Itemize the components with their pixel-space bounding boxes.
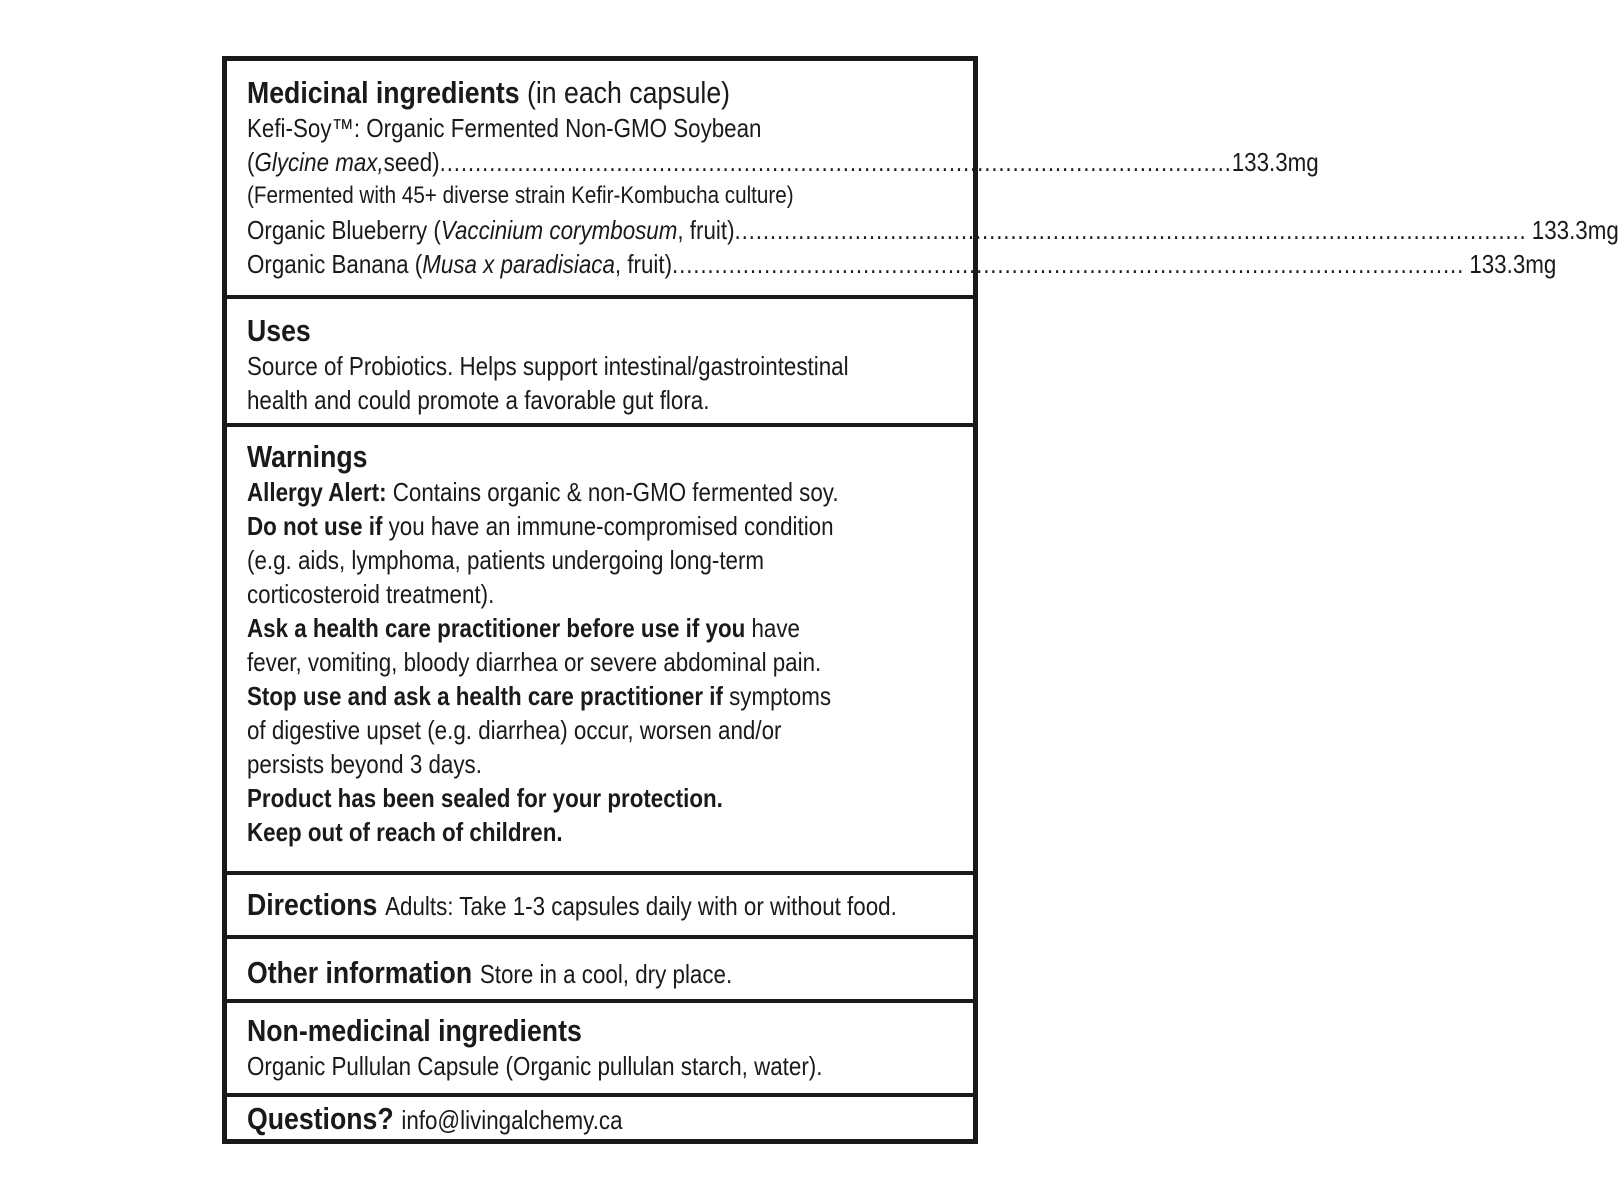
ingredient-amount: 133.3mg [1231,147,1319,177]
other-information-section [227,935,973,1003]
supplement-facts-label [222,56,1619,1144]
dot-leader: ................................................................................................................ [439,147,1232,177]
medicinal-ingredients-section [227,75,1619,299]
latin-name: Vaccinium corymbosum [440,215,678,245]
non-medicinal-heading: Non-medicinal ingredients [247,1013,582,1048]
ingredient-amount: 133.3mg [1469,249,1557,279]
directions-text: Adults: Take 1-3 capsules daily with or without food. [385,891,897,921]
ingredient-row-banana: Organic Banana ( Musa x paradisiaca , fruit) ................................................................................................................ 133.3mg [247,249,1557,279]
questions-heading: Questions? [247,1101,394,1136]
heading-note: (in each capsule) [526,75,731,110]
ingredient-row-soy: ( Glycine max, seed) ................................................................................................................ 133.3mg [247,147,1319,177]
uses-heading: Uses [247,313,311,348]
warnings-heading: Warnings [247,439,368,474]
dot-leader: ................................................................................................................ [734,215,1527,245]
latin-name: Musa x paradisiaca [422,249,615,279]
warning-line: of digestive upset (e.g. diarrhea) occur, worsen and/or [247,715,782,745]
questions-section [227,1093,973,1139]
do-not-use-warning: Do not use if you have an immune-compromised condition [247,511,834,541]
ingredient-row-blueberry: Organic Blueberry ( Vaccinium corymbosum , fruit) ................................................................................................................ 133.3mg [247,215,1619,245]
warning-line: fever, vomiting, bloody diarrhea or severe abdominal pain. [247,647,822,677]
ask-practitioner-warning: Ask a health care practitioner before use if you have [247,613,800,643]
culture-note: (Fermented with 45+ diverse strain Kefir-Kombucha culture) [247,182,794,209]
other-information-text: Store in a cool, dry place. [479,959,733,989]
uses-line: health and could promote a favorable gut flora. [247,385,710,415]
warning-line: (e.g. aids, lymphoma, patients undergoing long-term [247,545,765,575]
children-warning: Keep out of reach of children. [247,817,563,847]
dot-leader: ................................................................................................................ [672,249,1465,279]
brand-line: Kefi-Soy™: Organic Fermented Non-GMO Soybean [247,113,762,143]
latin-name: Glycine max, [254,147,384,177]
allergy-alert: Allergy Alert: Contains organic & non-GMO fermented soy. [247,477,839,507]
warning-line: corticosteroid treatment). [247,579,495,609]
ingredient-amount: 133.3mg [1531,215,1619,245]
medicinal-ingredients-heading: Medicinal ingredients (in each capsule) [247,75,731,110]
sealed-notice: Product has been sealed for your protection. [247,783,723,813]
uses-section [227,295,973,423]
uses-line: Source of Probiotics. Helps support intestinal/gastrointestinal [247,351,849,381]
non-medicinal-ingredients-section [227,999,973,1095]
other-information-heading: Other information [247,955,473,990]
directions-section [227,871,973,935]
directions-heading: Directions [247,887,378,922]
contact-email: info@livingalchemy.ca [401,1105,623,1135]
warning-line: persists beyond 3 days. [247,749,482,779]
non-medicinal-text: Organic Pullulan Capsule (Organic pullulan starch, water). [247,1051,823,1081]
stop-use-warning: Stop use and ask a health care practitioner if symptoms [247,681,832,711]
warnings-section [227,423,973,873]
